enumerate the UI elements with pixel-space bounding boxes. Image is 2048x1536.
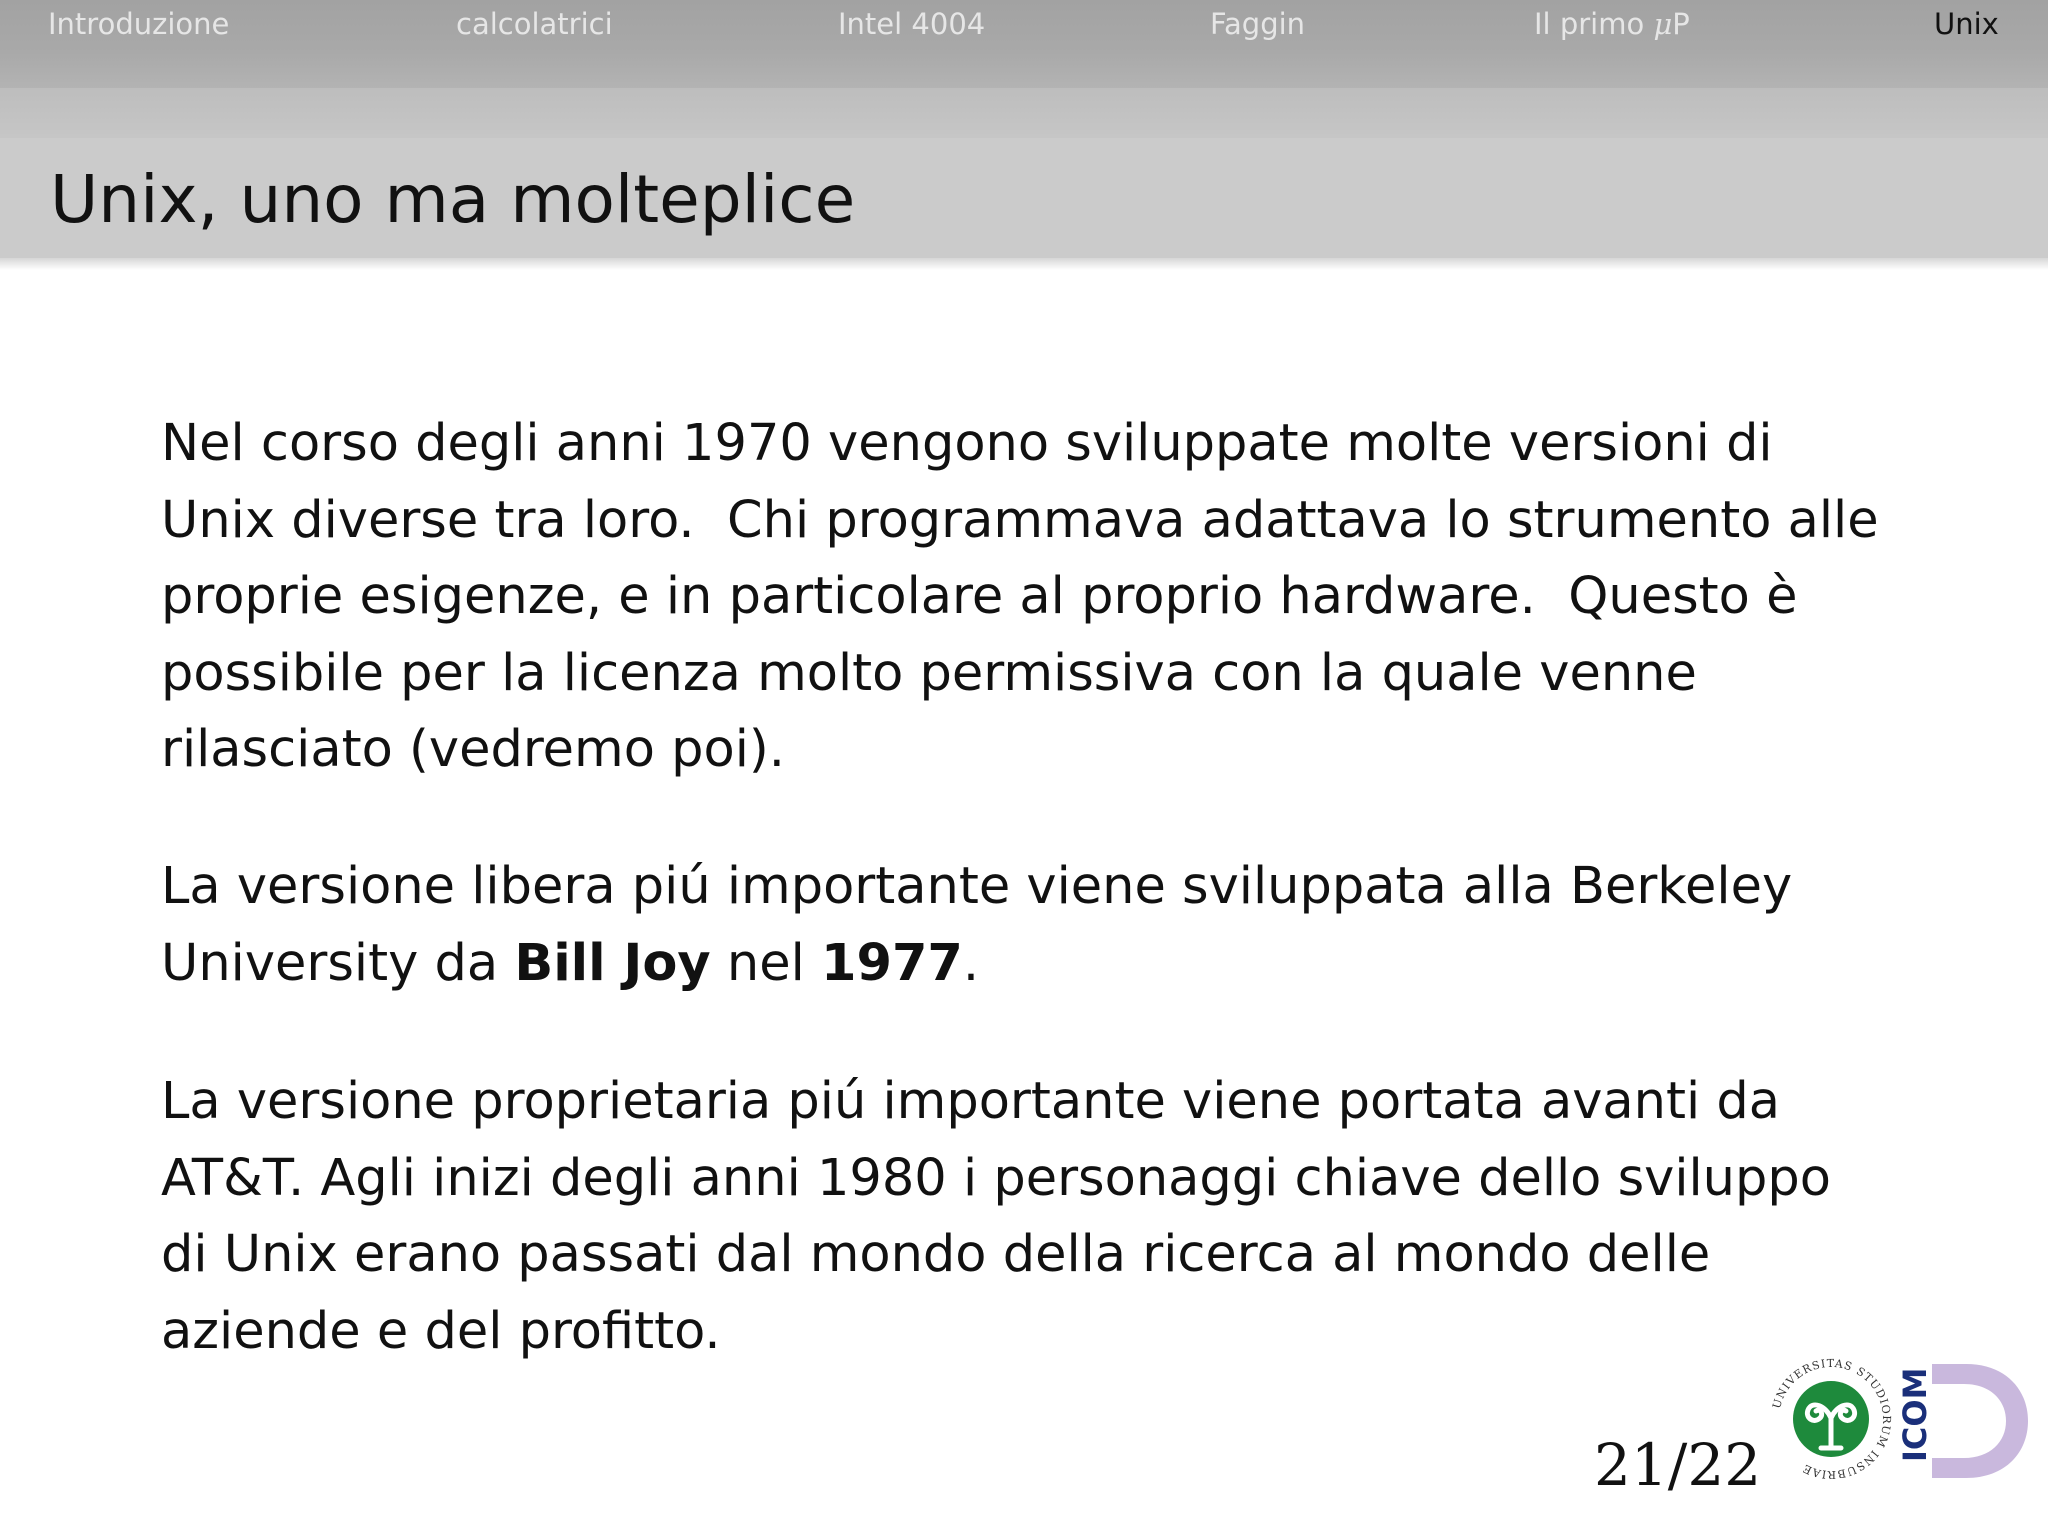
highlight-bill-joy: Bill Joy <box>514 933 711 993</box>
nav-item-calcolatrici[interactable]: calcolatrici <box>456 7 613 41</box>
paragraph-1-line-5: rilasciato (vedremo poi). <box>161 720 786 779</box>
icom-logo <box>1896 1360 2032 1482</box>
nav-item-introduzione[interactable]: Introduzione <box>48 7 230 41</box>
paragraph-2-middle: nel <box>710 933 821 993</box>
nav-item-il-primo-suffix: P <box>1672 7 1690 41</box>
university-seal-logo <box>1768 1356 1894 1482</box>
paragraph-3 <box>161 1064 1921 1370</box>
paragraph-1-line-4: possibile per la licenza molto permissiva con la quale venne <box>161 643 1697 703</box>
paragraph-1-line-3: proprie esigenze, e in particolare al proprio hardware. Questo è <box>161 567 1798 626</box>
paragraph-2-line-2 <box>161 926 1921 1003</box>
paragraph-1 <box>161 406 1921 789</box>
paragraph-2-prefix: University da <box>161 933 515 993</box>
section-navigation-bar <box>0 0 2048 88</box>
slide-title: Unix, uno ma molteplice <box>50 161 856 238</box>
nav-item-unix[interactable]: Unix <box>1934 7 1999 41</box>
nav-item-intel-4004[interactable]: Intel 4004 <box>838 7 986 41</box>
paragraph-3-line-3: di Unix erano passati dal mondo della ricerca al mondo delle <box>161 1225 1711 1284</box>
paragraph-1-line-2: Unix diverse tra loro. Chi programmava adattava lo strumento alle <box>161 490 1879 550</box>
title-bar-shadow <box>0 258 2048 270</box>
nav-item-il-primo-mup[interactable] <box>1534 2 1690 46</box>
icom-d-shape <box>1932 1364 2028 1478</box>
paragraph-3-line-4: aziende e del profitto. <box>161 1301 721 1361</box>
icom-text: ICOM <box>1896 1367 1934 1462</box>
mu-symbol: μ <box>1653 7 1673 41</box>
paragraph-2-line-1: La versione libera piú importante viene sviluppata alla Berkeley <box>161 857 1793 916</box>
nav-item-faggin[interactable]: Faggin <box>1210 7 1306 41</box>
seal-text-path: UNIVERSITAS STUDIORUM INSUBRIAE <box>1770 1356 1894 1482</box>
paragraph-2 <box>161 849 1921 1002</box>
paragraph-3-line-1: La versione proprietaria piú importante viene portata avanti da <box>161 1072 1780 1131</box>
paragraph-3-line-2: AT&T. Agli inizi degli anni 1980 i personaggi chiave dello sviluppo <box>161 1148 1831 1208</box>
page-number: 21/22 <box>1594 1431 1762 1499</box>
highlight-year-1977: 1977 <box>820 933 963 993</box>
paragraph-1-line-1: Nel corso degli anni 1970 vengono sviluppate molte versioni di <box>161 414 1773 473</box>
nav-item-il-primo-label: Il primo <box>1534 7 1654 41</box>
header-band <box>0 88 2048 138</box>
paragraph-2-suffix: . <box>962 933 980 993</box>
